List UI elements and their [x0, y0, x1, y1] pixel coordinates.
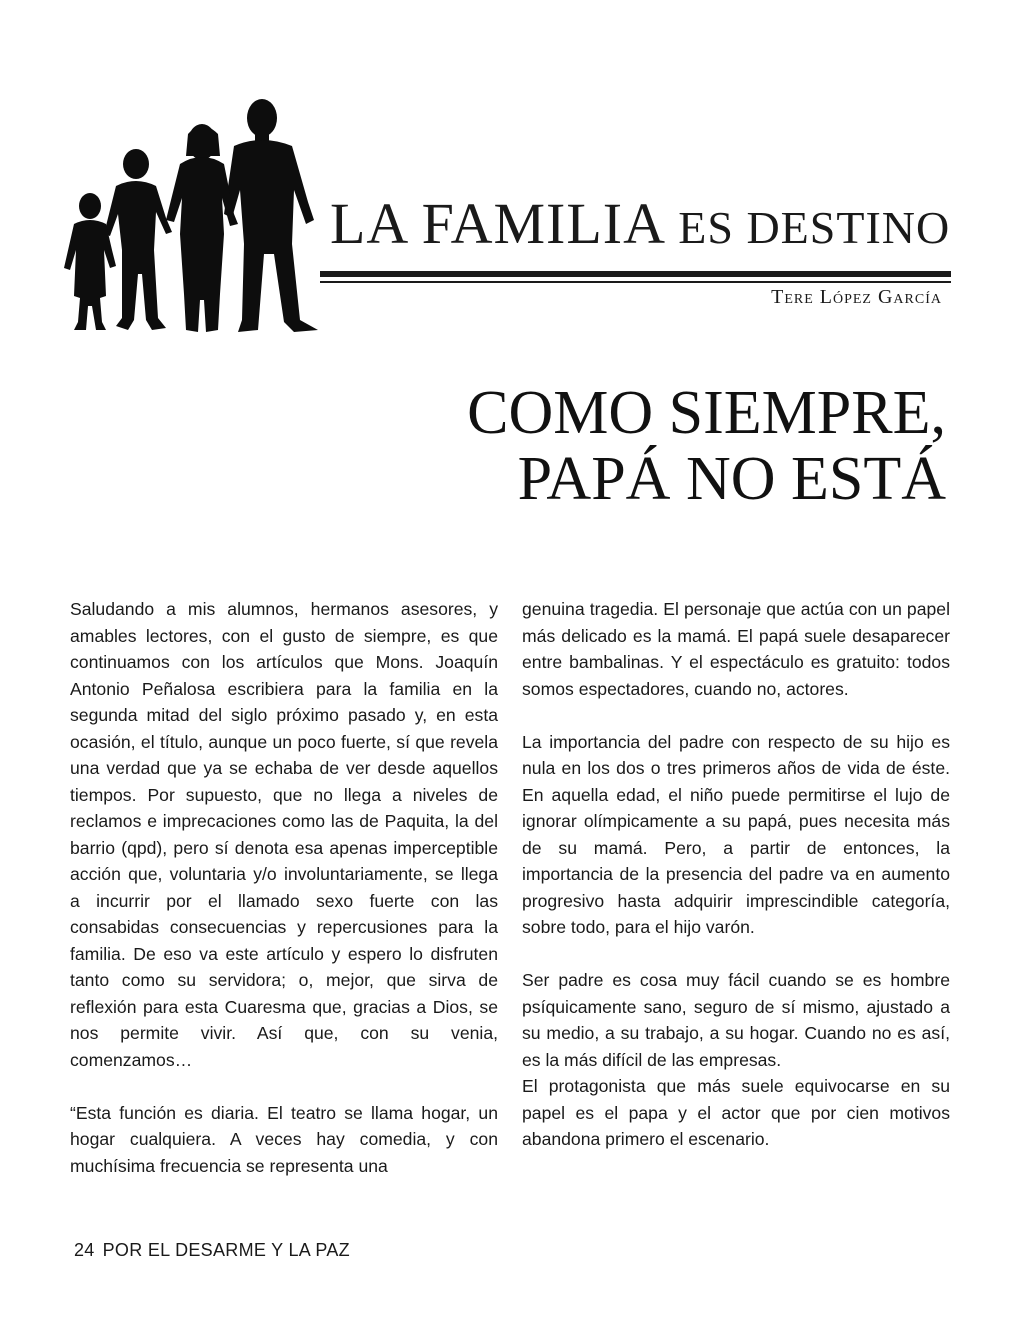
family-silhouette-image: [62, 94, 324, 340]
toddler-silhouette: [64, 193, 116, 330]
article-headline: [330, 380, 946, 512]
page-footer: [74, 1238, 350, 1262]
mother-silhouette: [166, 124, 238, 332]
paragraph: El protagonista que más suele equivocarse en su papel es el papa y el actor que por cien motivos abandona primero el escenario.: [522, 1076, 950, 1149]
header-rule-thick: [320, 271, 951, 277]
paragraph: Ser padre es cosa muy fácil cuando se es hombre psíquicamente sano, seguro de sí mismo, ajustado a su medio, a su trabajo, a su hogar. Cuando no es así, es la más difícil de las empresas.: [522, 970, 950, 1070]
page-number: 24: [74, 1240, 95, 1260]
author-byline: Tere López García: [771, 286, 942, 308]
father-silhouette: [224, 99, 318, 332]
article-column-left: [70, 596, 498, 1179]
paragraph: La importancia del padre con respecto de su hijo es nula en los dos o tres primeros años de vida de éste. En aquella edad, el niño puede permitirse el lujo de ignorar olímpicamente a su papá, pues necesita más de su mamá. Pero, a partir de entonces, la importancia de la presencia del padre va en aumento progresivo hasta adquirir imprescindible categoría, sobre todo, para el hijo varón.: [522, 731, 950, 937]
section-title-small: ES DESTINO: [678, 202, 951, 253]
header-rule-thin: [320, 281, 951, 283]
paragraph: “Esta función es diaria. El teatro se llama hogar, un hogar cualquiera. A veces hay comedia, y con muchísima frecuencia se representa una: [70, 1102, 498, 1176]
article-column-right: [522, 596, 950, 1153]
paragraph: Saludando a mis alumnos, hermanos asesores, y amables lectores, con el gusto de siempre, es que continuamos con los artículos que Mons. Joaquín Antonio Peñalosa escribiera para la familia en la segunda mitad del siglo próximo pasado y, en esta ocasión, el título, aunque un poco fuerte, sí que revela una verdad que ya se echaba de ver desde aquellos tiempos. Por supuesto, que no llega a niveles de reclamos e imprecaciones como las de Paquita, la del barrio (qpd), pero sí denota esa apenas imperceptible acción que, voluntaria y/o involuntariamente, se llega a incurrir por el llamado sexo fuerte con las consabidas consecuencias y repercusiones para la familia. De eso va este artículo y espero lo disfruten tanto como su servidora; o, mejor, que sirva de reflexión para esta Cuaresma que, gracias a Dios, se nos permite vivir. Así que, con su venia, comenzamos…: [70, 599, 498, 1070]
headline-line-2: PAPÁ NO ESTÁ: [517, 445, 946, 513]
headline-line-1: COMO SIEMPRE,: [467, 379, 946, 447]
section-title: [330, 188, 951, 264]
child-silhouette: [104, 149, 172, 330]
paragraph: genuina tragedia. El personaje que actúa con un papel más delicado es la mamá. El papá suele desaparecer entre bambalinas. Y el espectáculo es gratuito: todos somos espectadores, cuando no, actores.: [522, 599, 950, 699]
publication-name: POR EL DESARME Y LA PAZ: [102, 1240, 350, 1260]
section-title-large: LA FAMILIA: [330, 191, 663, 256]
